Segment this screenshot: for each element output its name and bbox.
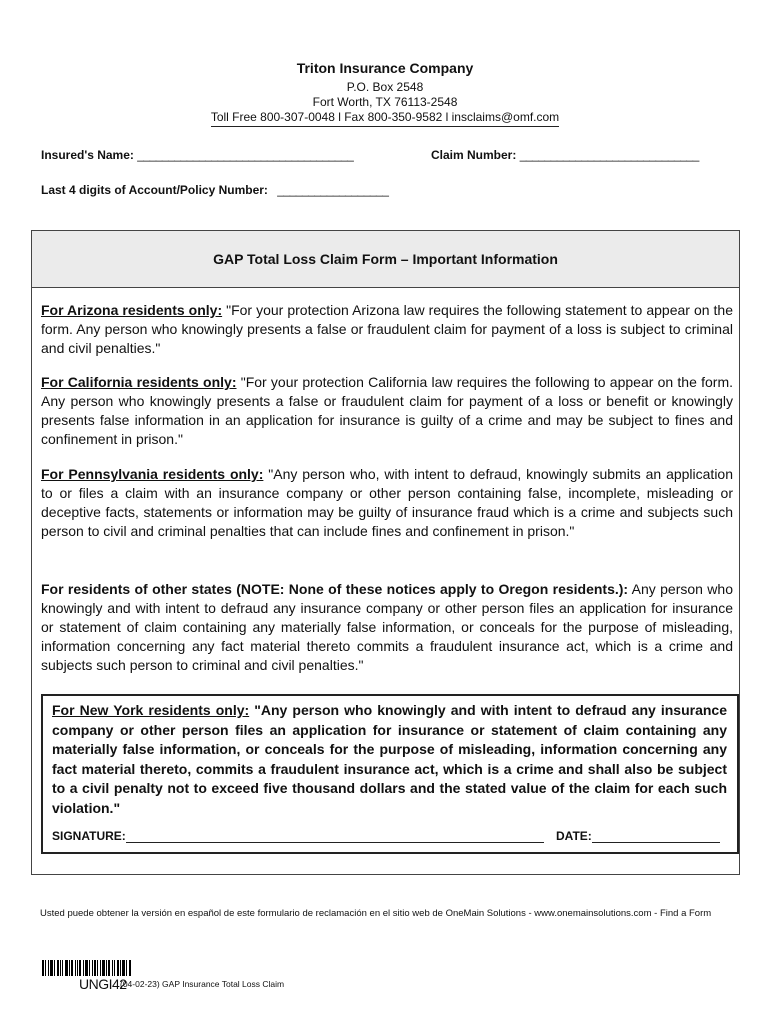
signature-field[interactable] — [52, 829, 544, 843]
california-text: "For your protection California law requires the following to appear on the form. Any person who knowingly presents a false or fraudulent claim for payment of a loss or benefit or knowingly presents false information in an application for insurance is guilty of a crime and may be subject to fines and confinement in prison." — [41, 374, 733, 447]
barcode — [42, 960, 150, 976]
arizona-lead: For Arizona residents only: — [41, 302, 223, 318]
pennsylvania-notice — [41, 465, 733, 541]
signature-label: SIGNATURE: — [52, 829, 126, 843]
other-states-notice — [41, 580, 733, 675]
spanish-notice: Usted puede obtener la versión en español de este formulario de reclamación en el sitio web de OneMain Solutions - www.onemainsolutions.com - Find a Form — [40, 908, 712, 919]
company-name: Triton Insurance Company — [296, 60, 474, 76]
claim-number-line[interactable]: _____________________________ — [519, 148, 699, 162]
form-code: UNGI42 — [79, 976, 127, 992]
arizona-text: "For your protection Arizona law requires the following statement to appear on the form. Any person who knowingly presents a false or fraudulent claim for payment of a loss is subject to criminal and civil penalties." — [41, 302, 733, 356]
claim-number-label: Claim Number: — [431, 148, 517, 162]
new-york-notice-box — [41, 694, 739, 854]
date-label: DATE: — [556, 829, 592, 843]
new-york-lead: For New York residents only: — [52, 702, 250, 718]
signature-line[interactable] — [126, 830, 544, 843]
important-information-box — [31, 230, 740, 875]
account-number-field[interactable] — [41, 183, 388, 197]
contact-text: Toll Free 800-307-0048 l Fax 800-350-9582 l insclaims@omf.com — [211, 110, 559, 127]
claim-number-field[interactable] — [431, 148, 699, 162]
contact-info — [0, 110, 770, 127]
other-states-lead: For residents of other states (NOTE: None of these notices apply to Oregon residents.): — [41, 581, 629, 597]
arizona-notice — [41, 301, 733, 358]
date-field[interactable] — [556, 829, 720, 843]
form-identifier: (04-02-23) GAP Insurance Total Loss Claim — [120, 979, 285, 989]
new-york-notice — [52, 701, 727, 818]
insured-name-label: Insured's Name: — [41, 148, 134, 162]
california-notice — [41, 373, 733, 449]
california-lead: For California residents only: — [41, 374, 237, 390]
city-address: Fort Worth, TX 76113-2548 — [312, 95, 458, 109]
insured-name-line[interactable]: ___________________________________ — [137, 148, 354, 162]
insured-name-field[interactable] — [41, 148, 353, 162]
new-york-text: "Any person who knowingly and with intent to defraud any insurance company or other person files an application for insurance or statement of claim containing any materially false information, or conceals for the purpose of misleading, information concerning any fact material thereto, commits a fraudulent insurance act, which is a crime and shall also be subject to a civil penalty not to exceed five thousand dollars and the stated value of the claim for each such violation." — [52, 702, 728, 816]
pennsylvania-text: "Any person who, with intent to defraud, knowingly submits an application to or files a claim with an insurance company or other person containing false, incomplete, misleading or deceptive facts, statements or information may be guilty of insurance fraud which is a crime and subjects such person to civil and criminal penalties that can include fines and confinement in prison." — [41, 466, 734, 539]
other-states-text: Any person who knowingly and with intent to defraud any insurance company or other person files an application for insurance or statement of claim containing any materially false information, or conceals for the purpose of misleading, information concerning any fact material thereto commits a fraudulent insurance act, which is a crime and subjects such person to criminal and civil penalties." — [41, 581, 733, 673]
account-number-label: Last 4 digits of Account/Policy Number: — [41, 183, 268, 197]
notice-title: GAP Total Loss Claim Form – Important Information — [32, 231, 739, 288]
pennsylvania-lead: For Pennsylvania residents only: — [41, 466, 264, 482]
date-line[interactable] — [592, 830, 720, 843]
po-box: P.O. Box 2548 — [346, 80, 424, 94]
account-number-line[interactable]: __________________ — [277, 183, 389, 197]
